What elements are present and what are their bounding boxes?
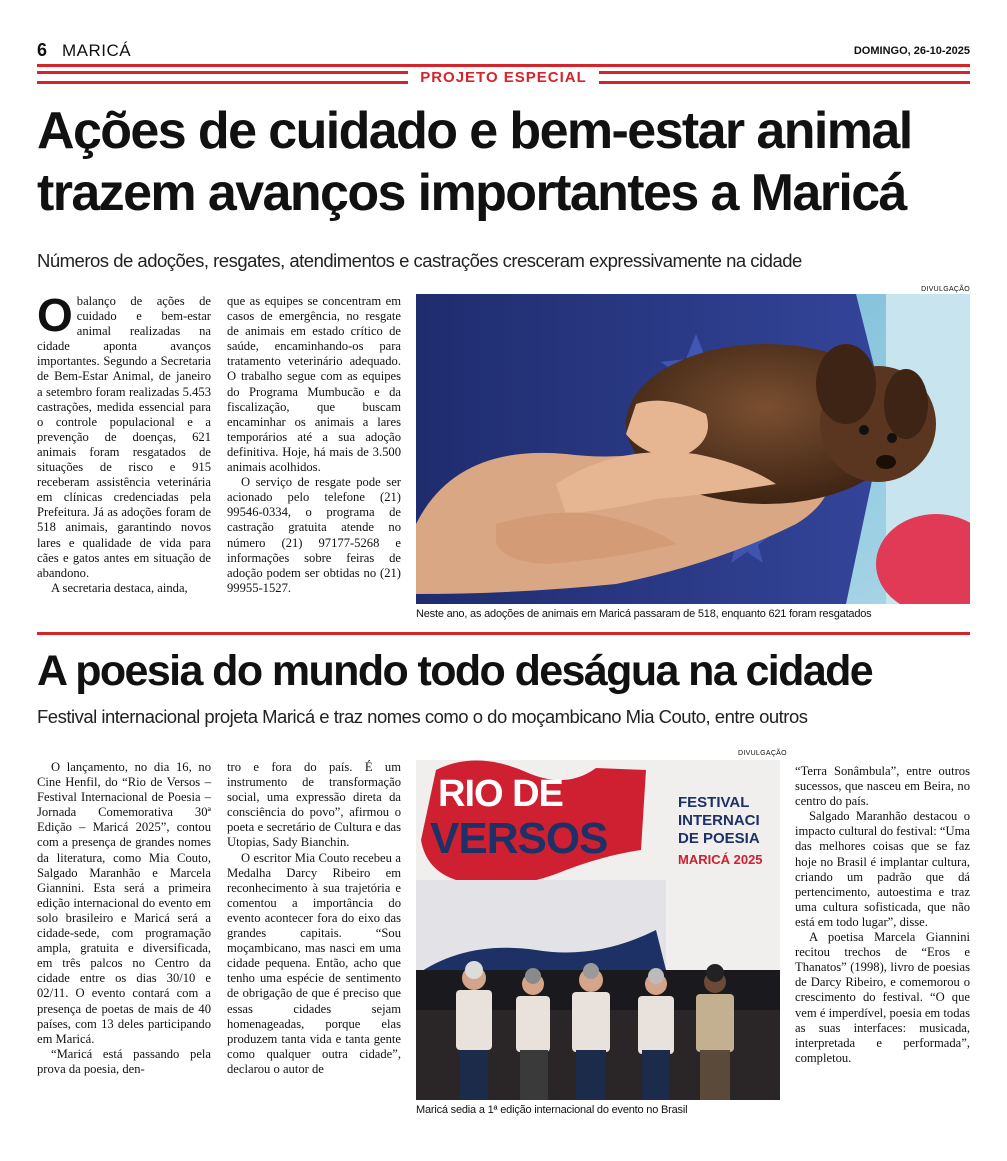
article1-deck: Números de adoções, resgates, atendimentos e castrações cresceram expressivamente na cidade <box>37 250 802 271</box>
edition-date: DOMINGO, 26-10-2025 <box>853 45 970 57</box>
article2-column-3 <box>795 764 970 1066</box>
banner-festival-line1: FESTIVAL <box>678 794 750 811</box>
article1-headline-line1: Ações de cuidado e bem-estar animal <box>37 102 912 160</box>
article1-col1-paragraph1: balanço de ações de cuidado e bem-estar animal realizadas na cidade aponta avanços importantes. Segundo a Secretaria de Bem-Estar Animal, de janeiro a setembro foram realizadas 5.453 castrações, medida essencial para o controle populacional e a prevenção de doenças, 621 animais foram resgatados de situações de risco e 915 receberam assistência veterinária em clínicas credenciadas pela Prefeitura. Já as adoções foram de 518 animais, garantindo novos lares e qualidade de vida para cães e gatos antes em situação de abandono. <box>37 294 211 580</box>
puppy-photo <box>416 294 970 604</box>
article2-headline: A poesia do mundo todo deságua na cidade <box>37 647 873 695</box>
festival-photo <box>416 760 780 1100</box>
article2-col1-paragraph2: “Maricá está passando pela prova da poesia, den- <box>37 1046 211 1076</box>
article2-col1-paragraph1: O lançamento, no dia 16, no Cine Henfil, do “Rio de Versos – Festival Internacional de Poesia – Jornada Comemorativa 30ª Edição – Maricá 2025”, contou com a presença de grandes nomes da literatura, como Mia Couto, Salgado Maranhão e Marcela Giannini. Esta será a primeira edição internacional do evento em solo brasileiro e Maricá será a cidade-sede, com programação ampla, gratuita e diversificada, em três palcos no Centro da cidade entre os dias 30/10 e 02/11. O evento contará com a presença de poetas de mais de 40 países, com 13 deles participando em Maricá. <box>37 760 211 1046</box>
article2-photo-credit: DIVULGAÇÃO <box>738 750 787 757</box>
article2-col2-paragraph1: tro e fora do país. É um instrumento de transformação social, uma expressão direta da consciência do povo”, afirmou o poeta e secretário de Cultura e das Utopias, Sady Bianchin. <box>227 760 401 850</box>
banner-festival-line2: INTERNACI <box>678 812 760 829</box>
article1-headline-line2: trazem avanços importantes a Maricá <box>37 164 906 222</box>
article1-column-2 <box>227 294 401 596</box>
article2-col3-paragraph3: A poetisa Marcela Giannini recitou trechos de “Eros e Thanatos” (1998), livro de poesias de Darcy Ribeiro, e comemorou o crescimento do festival. “O que vem é imperdível, poesia em todas as suas interfaces: musicada, interpretada e performada”, completou. <box>795 930 970 1065</box>
header-rule-top <box>37 64 970 67</box>
article1-caption: Neste ano, as adoções de animais em Maricá passaram de 518, enquanto 621 foram resgatados <box>416 608 872 620</box>
article2-column-1 <box>37 760 211 1077</box>
banner-logo-line1: RIO DE <box>438 773 563 815</box>
article2-col2-paragraph2: O escritor Mia Couto recebeu a Medalha Darcy Ribeiro em reconhecimento à sua trajetória e comentou a importância do evento acontecer fora do eixo das grandes capitais. “Sou moçambicano, mas nasci em uma cidade pequena. Então, acho que tenho uma espécie de sentimento de obrigação de que é preciso que essas cidades sejam homenageadas, porque elas produzem tanta vida e tanta gente como qualquer outra cidade”, declarou o autor de <box>227 850 401 1076</box>
article2-column-2 <box>227 760 401 1077</box>
article1-dropcap: O <box>37 289 73 341</box>
article-divider <box>37 632 970 635</box>
section-name: MARICÁ <box>62 41 132 60</box>
article2-caption: Maricá sedia a 1ª edição internacional do evento no Brasil <box>416 1104 688 1116</box>
article1-col2-paragraph1: que as equipes se concentram em casos de emergência, no resgate de animais em estado crítico de saúde, encaminhando-os para tratamento veterinário adequado. O trabalho segue com as equipes do Programa Mumbucão e da fiscalização, que buscam encaminhar os animais a lares temporários até a sua adoção definitiva. Hoje, há mais de 3.500 animais acolhidos. <box>227 294 401 475</box>
article1-column-1 <box>37 289 211 596</box>
article1-col1-paragraph2: A secretaria destaca, ainda, <box>51 580 188 595</box>
article2-deck: Festival internacional projeta Maricá e traz nomes como o do moçambicano Mia Couto, entre outros <box>37 706 808 727</box>
banner-festival-line4: MARICÁ 2025 <box>678 852 763 867</box>
page-number: 6 <box>37 40 48 60</box>
article2-col3-paragraph1: “Terra Sonâmbula”, entre outros sucessos, que nasceu em Beira, no centro do país. <box>795 764 970 809</box>
article2-col3-paragraph2: Salgado Maranhão destacou o impacto cultural do festival: “Uma das melhores coisas que se faz hoje no Brasil é implantar cultura, criando um padrão que dá pertencimento, autoestima e traz uma cultura sofisticada, que não está em todo lugar”, disse. <box>795 809 970 929</box>
section-kicker: PROJETO ESPECIAL <box>408 68 599 88</box>
banner-festival-line3: DE POESIA <box>678 830 760 847</box>
article1-photo-credit: DIVULGAÇÃO <box>921 286 970 293</box>
banner-logo-line2: VERSOS <box>430 814 608 863</box>
article1-col2-paragraph2: O serviço de resgate pode ser acionado pelo telefone (21) 99546-0334, o programa de castração gratuita atende no número (21) 97177-5268 e informações sobre feiras de adoção podem ser obtidas no (21) 99955-1527. <box>227 475 401 595</box>
